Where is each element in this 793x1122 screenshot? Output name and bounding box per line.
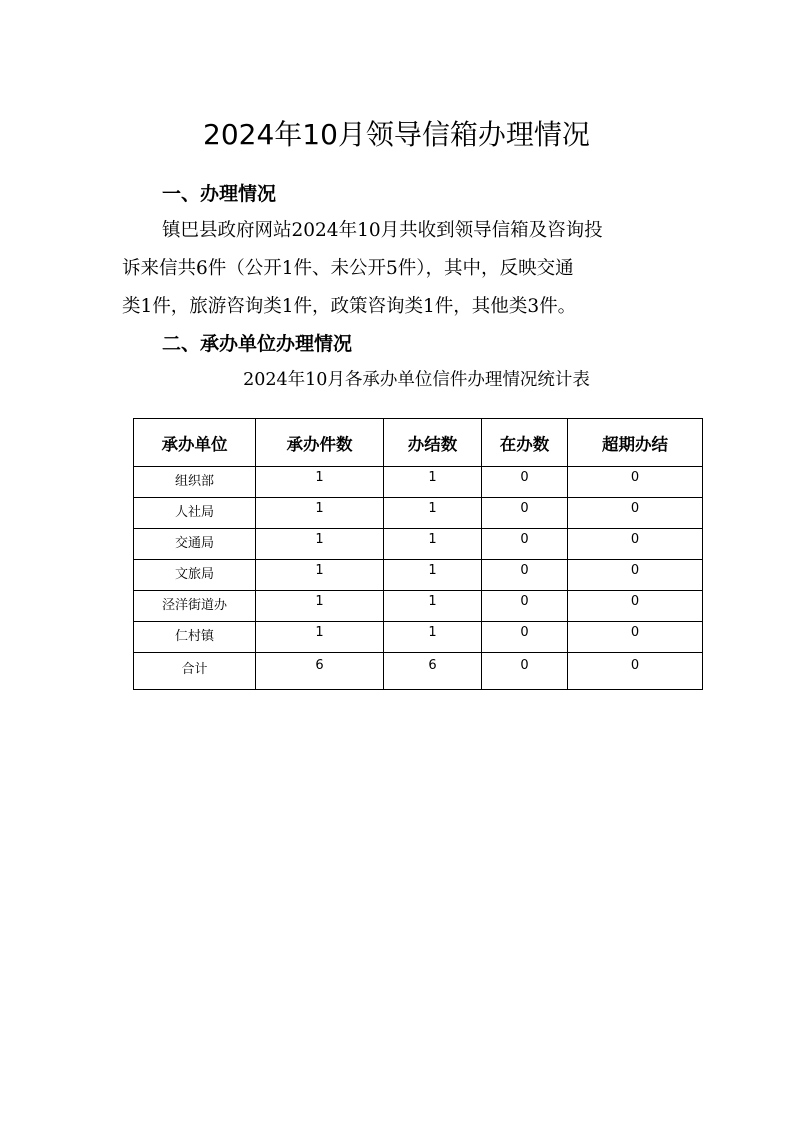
cell-assigned: 1 bbox=[256, 622, 384, 653]
cell-completed: 1 bbox=[384, 622, 482, 653]
cell-unit: 交通局 bbox=[134, 529, 256, 560]
cell-overdue: 0 bbox=[568, 560, 703, 591]
table-total-row bbox=[134, 653, 703, 690]
column-header-assigned: 承办件数 bbox=[256, 419, 384, 467]
column-header-in-progress: 在办数 bbox=[482, 419, 568, 467]
cell-overdue: 0 bbox=[568, 622, 703, 653]
cell-completed: 1 bbox=[384, 560, 482, 591]
table-row bbox=[134, 529, 703, 560]
cell-overdue: 0 bbox=[568, 591, 703, 622]
section-heading-units: 二、承办单位办理情况 bbox=[162, 333, 353, 355]
cell-assigned: 1 bbox=[256, 467, 384, 498]
table-row bbox=[134, 498, 703, 529]
cell-completed: 6 bbox=[384, 653, 482, 690]
cell-unit: 仁村镇 bbox=[134, 622, 256, 653]
table-row bbox=[134, 560, 703, 591]
summary-paragraph-line: 镇巴县政府网站2024年10月共收到领导信箱及咨询投 bbox=[162, 220, 603, 241]
cell-completed: 1 bbox=[384, 467, 482, 498]
cell-in-progress: 0 bbox=[482, 529, 568, 560]
cell-assigned: 1 bbox=[256, 498, 384, 529]
cell-in-progress: 0 bbox=[482, 622, 568, 653]
summary-paragraph-line: 类1件，旅游咨询类1件，政策咨询类1件，其他类3件。 bbox=[122, 296, 577, 317]
cell-overdue: 0 bbox=[568, 467, 703, 498]
cell-completed: 1 bbox=[384, 529, 482, 560]
cell-assigned: 1 bbox=[256, 591, 384, 622]
cell-unit: 文旅局 bbox=[134, 560, 256, 591]
table-row bbox=[134, 622, 703, 653]
page-title: 2024年10月领导信箱办理情况 bbox=[203, 117, 590, 151]
cell-in-progress: 0 bbox=[482, 467, 568, 498]
cell-in-progress: 0 bbox=[482, 653, 568, 690]
cell-assigned: 6 bbox=[256, 653, 384, 690]
cell-in-progress: 0 bbox=[482, 591, 568, 622]
cell-overdue: 0 bbox=[568, 653, 703, 690]
cell-unit: 组织部 bbox=[134, 467, 256, 498]
table-caption: 2024年10月各承办单位信件办理情况统计表 bbox=[243, 370, 590, 390]
statistics-table bbox=[133, 418, 703, 690]
cell-completed: 1 bbox=[384, 591, 482, 622]
cell-assigned: 1 bbox=[256, 560, 384, 591]
table-row bbox=[134, 591, 703, 622]
table-header-row bbox=[134, 419, 703, 467]
cell-overdue: 0 bbox=[568, 498, 703, 529]
cell-completed: 1 bbox=[384, 498, 482, 529]
cell-in-progress: 0 bbox=[482, 498, 568, 529]
section-heading-handling: 一、办理情况 bbox=[162, 183, 277, 205]
cell-in-progress: 0 bbox=[482, 560, 568, 591]
cell-unit: 人社局 bbox=[134, 498, 256, 529]
table-row bbox=[134, 467, 703, 498]
summary-paragraph-line: 诉来信共6件（公开1件、未公开5件），其中，反映交通 bbox=[122, 258, 574, 279]
cell-assigned: 1 bbox=[256, 529, 384, 560]
cell-overdue: 0 bbox=[568, 529, 703, 560]
cell-unit: 合计 bbox=[134, 653, 256, 690]
cell-unit: 泾洋街道办 bbox=[134, 591, 256, 622]
column-header-completed: 办结数 bbox=[384, 419, 482, 467]
column-header-overdue: 超期办结 bbox=[568, 419, 703, 467]
column-header-unit: 承办单位 bbox=[134, 419, 256, 467]
